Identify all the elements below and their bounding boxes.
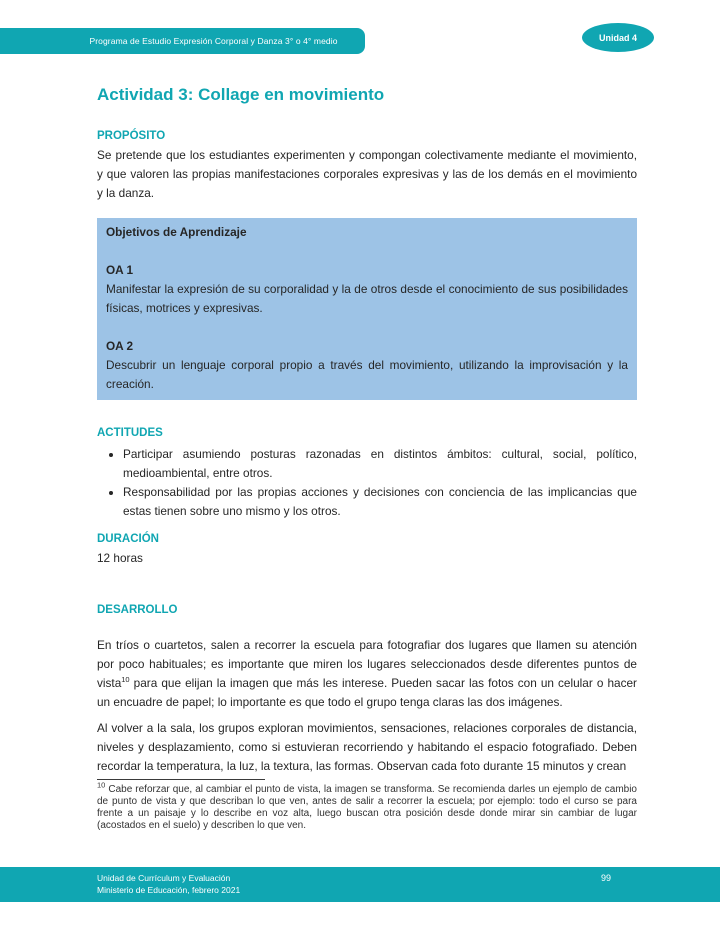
- desarrollo-paragraph-2: Al volver a la sala, los grupos exploran movimientos, sensaciones, relaciones corporales de distancia, niveles y desplazamiento, como si estuvieran recorriendo y habitando el espacio fotografiado. Deben recordar la temperatura, la luz, la textura, las formas. Observan cada foto durante 15 minutos y crean: [97, 721, 637, 773]
- desarrollo-p1-text-cont: para que elijan la imagen que más les interese. Pueden sacar las fotos con un celular o hacer un encuadre de papel; lo importante es que todo el grupo tenga claras las dos imágenes.: [97, 676, 637, 709]
- oa2-label: OA 2: [106, 339, 134, 353]
- section-desarrollo: [97, 601, 637, 776]
- footnote-area: [97, 779, 637, 832]
- proposito-heading: PROPÓSITO: [97, 130, 166, 142]
- desarrollo-p1-text: En tríos o cuartetos, salen a recorrer la escuela para fotografiar dos lugares que llamen su atención por poco habituales; es importante que miren los lugares seleccionados desde diferentes puntos de vista: [97, 638, 637, 690]
- objetivos-heading: Objetivos de Aprendizaje: [106, 225, 247, 239]
- unit-badge-label: Unidad 4: [598, 32, 637, 43]
- section-proposito: [97, 127, 637, 203]
- oa1-text: Manifestar la expresión de su corporalidad y la de otros desde el conocimiento de sus posibilidades físicas, motrices y expresivas.: [106, 282, 628, 315]
- footnote-separator-rule: [97, 779, 265, 780]
- oa1-label: OA 1: [106, 263, 134, 277]
- footnote-reference-marker: 10: [121, 675, 130, 685]
- actitudes-bullet: • Responsabilidad por las propias acciones y decisiones con conciencia de las implicancias que estas tienen sobre uno mismo y los otros.: [123, 483, 637, 521]
- footer-band: [0, 867, 720, 902]
- footer-organization: [97, 873, 240, 896]
- section-actitudes: [97, 424, 637, 521]
- oa2-text: Descubrir un lenguaje corporal propio a través del movimiento, utilizando la improvisación y la creación.: [106, 358, 628, 391]
- desarrollo-heading: DESARROLLO: [97, 604, 178, 616]
- footer-org-line1: Unidad de Currículum y Evaluación: [97, 873, 231, 883]
- page-title: Actividad 3: Collage en movimiento: [97, 85, 385, 104]
- duracion-heading: DURACIÓN: [97, 533, 159, 545]
- section-duracion: [97, 530, 637, 568]
- oa-item: [106, 337, 628, 394]
- footnote-number: 10: [97, 780, 106, 790]
- footer-org-line2: Ministerio de Educación, febrero 2021: [97, 884, 241, 895]
- objetivos-box: [97, 218, 637, 400]
- duracion-value: 12 horas: [97, 551, 143, 565]
- desarrollo-paragraph-1: [97, 636, 637, 712]
- unit-badge: [582, 23, 654, 52]
- oa-item: [106, 261, 628, 318]
- footer-page-number: 99: [601, 873, 612, 883]
- header-program-label: Programa de Estudio Expresión Corporal y Danza 3° o 4° medio: [89, 36, 338, 46]
- footnote-body: Cabe reforzar que, al cambiar el punto de vista, la imagen se transforma. Se recomienda darles un ejemplo de cambio de punto de vista y que describan lo que ven, antes de salir a recorrer la escuela; por ejemplo: todo el curso se para frente a un paisaje y lo describe en voz alta, luego buscan otra posición desde donde mirar sin cambiar de lugar (acostados en el suelo) y describen lo que ven.: [97, 784, 637, 831]
- proposito-body: Se pretende que los estudiantes experimenten y compongan colectivamente mediante el movimiento, y que valoren las propias manifestaciones corporales expresivas y las de los demás en el movimiento y la danza.: [97, 148, 637, 200]
- actitudes-bullet: • Participar asumiendo posturas razonadas en distintos ámbitos: cultural, social, político, medioambiental, entre otros.: [123, 445, 637, 483]
- actitudes-heading: ACTITUDES: [97, 427, 163, 439]
- actitudes-list: [97, 445, 637, 521]
- header-program-band: [0, 28, 365, 54]
- footnote-text: [97, 780, 637, 832]
